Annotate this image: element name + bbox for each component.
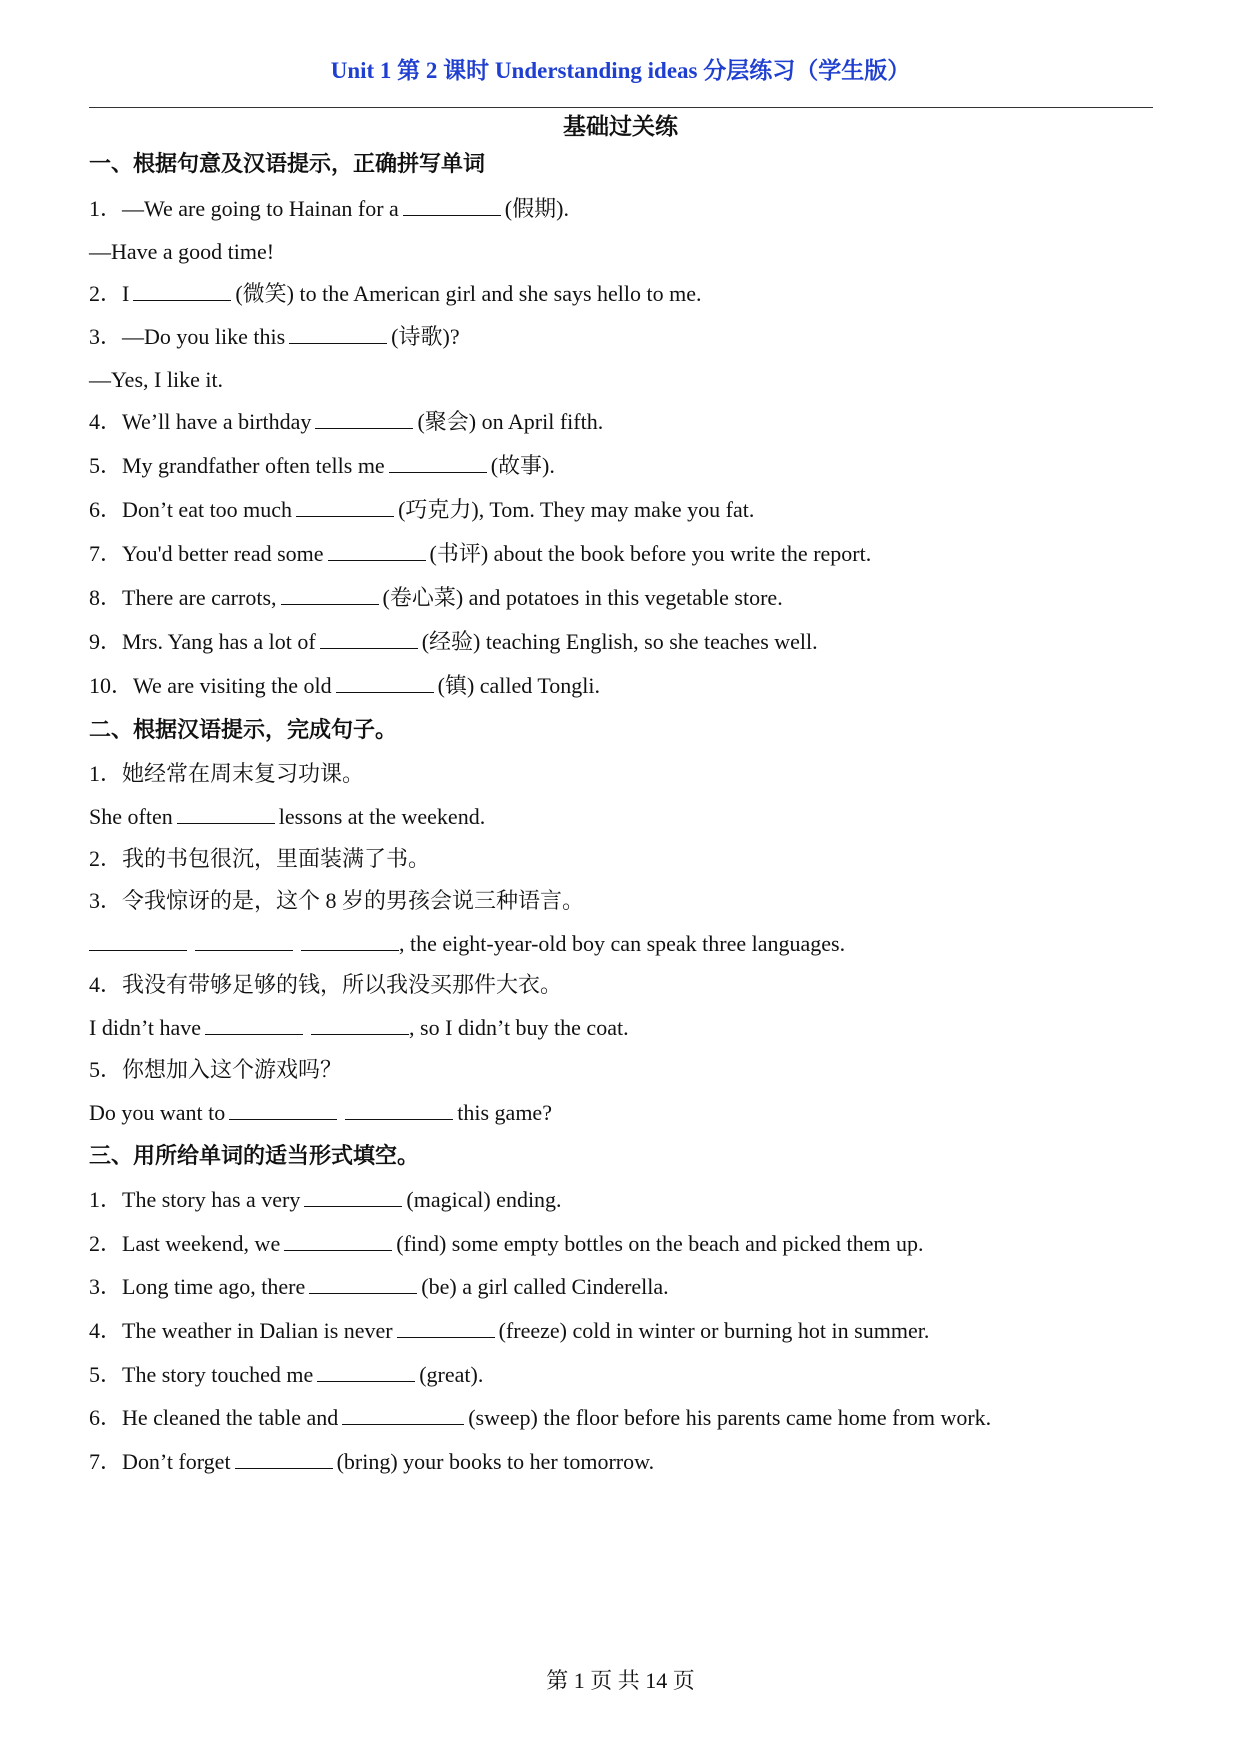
p3-q1-tail: (magical) ending. <box>406 1187 562 1212</box>
p1-q5-text: 5．My grandfather often tells me <box>89 453 385 478</box>
p3-q7-text: 7．Don’t forget <box>89 1449 231 1474</box>
p1-q9-text: 9．Mrs. Yang has a lot of <box>89 629 316 654</box>
p1-q10 <box>89 672 600 700</box>
answer-blank[interactable] <box>328 540 426 561</box>
part1-title: 一、根据句意及汉语提示，正确拼写单词 <box>89 151 486 176</box>
p3-q1-text: 1．The story has a very <box>89 1187 301 1212</box>
p2-q5-prompt: 5．你想加入这个游戏吗？ <box>89 1057 343 1082</box>
p1-q7-hint: (书评) about the book before you write the report. <box>429 541 872 566</box>
answer-blank[interactable] <box>89 930 187 951</box>
p3-q5-text: 5．The story touched me <box>89 1362 314 1387</box>
p1-q6 <box>89 496 754 524</box>
p3-q2-text: 2．Last weekend, we <box>89 1231 281 1256</box>
answer-blank[interactable] <box>195 930 293 951</box>
p2-q1-sentence <box>89 803 485 831</box>
p2-q4-tail: , so I didn’t buy the coat. <box>409 1015 629 1040</box>
p2-q4-text: I didn’t have <box>89 1015 202 1040</box>
answer-blank[interactable] <box>284 1230 392 1251</box>
answer-blank[interactable] <box>301 930 399 951</box>
document-header: Unit 1 第 2 课时 Understanding ideas 分层练习（学生版） <box>330 58 911 83</box>
p2-q5-sentence <box>89 1099 552 1127</box>
p2-q1-tail: lessons at the weekend. <box>278 804 486 829</box>
p2-q3-tail: , the eight-year-old boy can speak three languages. <box>399 931 846 956</box>
p3-q3 <box>89 1273 669 1301</box>
p1-q8 <box>89 584 783 612</box>
p1-q10-text: 10．We are visiting the old <box>89 673 332 698</box>
p3-q4-text: 4．The weather in Dalian is never <box>89 1318 393 1343</box>
p2-q1-prompt: 1．她经常在周末复习功课。 <box>89 761 365 786</box>
p1-q4 <box>89 408 603 436</box>
p1-q3-hint: (诗歌)? <box>391 324 460 349</box>
p2-q5-tail: this game? <box>457 1100 552 1125</box>
p1-q2-text: 2．I <box>89 281 130 306</box>
p3-q1 <box>89 1186 562 1214</box>
answer-blank[interactable] <box>281 584 379 605</box>
p2-q2-prompt: 2．我的书包很沉，里面装满了书。 <box>89 846 431 871</box>
part3-title: 三、用所给单词的适当形式填空。 <box>89 1143 420 1168</box>
p3-q6-text: 6．He cleaned the table and <box>89 1405 339 1430</box>
p2-q4-sentence <box>89 1014 629 1042</box>
p2-q5-text: Do you want to <box>89 1100 226 1125</box>
p1-q6-text: 6．Don’t eat too much <box>89 497 293 522</box>
p1-q3-text: 3．—Do you like this <box>89 324 286 349</box>
p1-q3 <box>89 323 460 351</box>
p3-q7 <box>89 1448 654 1476</box>
p1-q4-hint: (聚会) on April fifth. <box>417 409 604 434</box>
answer-blank[interactable] <box>317 1361 415 1382</box>
p3-q3-text: 3．Long time ago, there <box>89 1274 306 1299</box>
section-title: 基础过关练 <box>563 114 678 139</box>
answer-blank[interactable] <box>320 628 418 649</box>
page-footer: 第 1 页 共 14 页 <box>546 1668 695 1693</box>
answer-blank[interactable] <box>296 496 394 517</box>
p1-q1 <box>89 195 569 223</box>
answer-blank[interactable] <box>309 1273 417 1294</box>
part2-title: 二、根据汉语提示，完成句子。 <box>89 717 398 742</box>
answer-blank[interactable] <box>133 280 231 301</box>
answer-blank[interactable] <box>397 1317 495 1338</box>
p1-q9 <box>89 628 818 656</box>
p2-q3-prompt: 3．令我惊讶的是，这个 8 岁的男孩会说三种语言。 <box>89 888 585 913</box>
p1-q8-hint: (卷心菜) and potatoes in this vegetable store. <box>382 585 783 610</box>
answer-blank[interactable] <box>311 1014 409 1035</box>
p1-q1-reply: —Have a good time! <box>89 239 275 264</box>
p3-q3-tail: (be) a girl called Cinderella. <box>421 1274 669 1299</box>
p1-q6-hint: (巧克力), Tom. They may make you fat. <box>398 497 755 522</box>
p1-q10-hint: (镇) called Tongli. <box>437 673 601 698</box>
p3-q4-tail: (freeze) cold in winter or burning hot in summer. <box>498 1318 930 1343</box>
p1-q9-hint: (经验) teaching English, so she teaches well. <box>421 629 818 654</box>
answer-blank[interactable] <box>304 1186 402 1207</box>
p1-q8-text: 8．There are carrots, <box>89 585 277 610</box>
p1-q7-text: 7．You'd better read some <box>89 541 324 566</box>
p3-q2 <box>89 1230 923 1258</box>
p3-q7-tail: (bring) your books to her tomorrow. <box>336 1449 655 1474</box>
p3-q6-tail: (sweep) the floor before his parents came home from work. <box>468 1405 992 1430</box>
answer-blank[interactable] <box>229 1099 337 1120</box>
p1-q1-hint: (假期). <box>504 196 569 221</box>
p1-q5-hint: (故事). <box>490 453 555 478</box>
p1-q1-text: 1．—We are going to Hainan for a <box>89 196 399 221</box>
p1-q2 <box>89 280 702 308</box>
answer-blank[interactable] <box>389 452 487 473</box>
answer-blank[interactable] <box>289 323 387 344</box>
answer-blank[interactable] <box>345 1099 453 1120</box>
p1-q4-text: 4．We’ll have a birthday <box>89 409 312 434</box>
p3-q2-tail: (find) some empty bottles on the beach and picked them up. <box>396 1231 924 1256</box>
answer-blank[interactable] <box>403 195 501 216</box>
p3-q5 <box>89 1361 483 1389</box>
p1-q3-reply: —Yes, I like it. <box>89 367 224 392</box>
answer-blank[interactable] <box>336 672 434 693</box>
answer-blank[interactable] <box>177 803 275 824</box>
p1-q5 <box>89 452 555 480</box>
answer-blank[interactable] <box>342 1404 464 1425</box>
p2-q1-text: She often <box>89 804 173 829</box>
p3-q4 <box>89 1317 929 1345</box>
answer-blank[interactable] <box>205 1014 303 1035</box>
p2-q4-prompt: 4．我没有带够足够的钱，所以我没买那件大衣。 <box>89 972 563 997</box>
p3-q6 <box>89 1404 991 1432</box>
answer-blank[interactable] <box>235 1448 333 1469</box>
p3-q5-tail: (great). <box>419 1362 484 1387</box>
answer-blank[interactable] <box>315 408 413 429</box>
p2-q3-sentence <box>89 930 845 958</box>
p1-q7 <box>89 540 871 568</box>
p1-q2-hint: (微笑) to the American girl and she says hello to me. <box>235 281 702 306</box>
